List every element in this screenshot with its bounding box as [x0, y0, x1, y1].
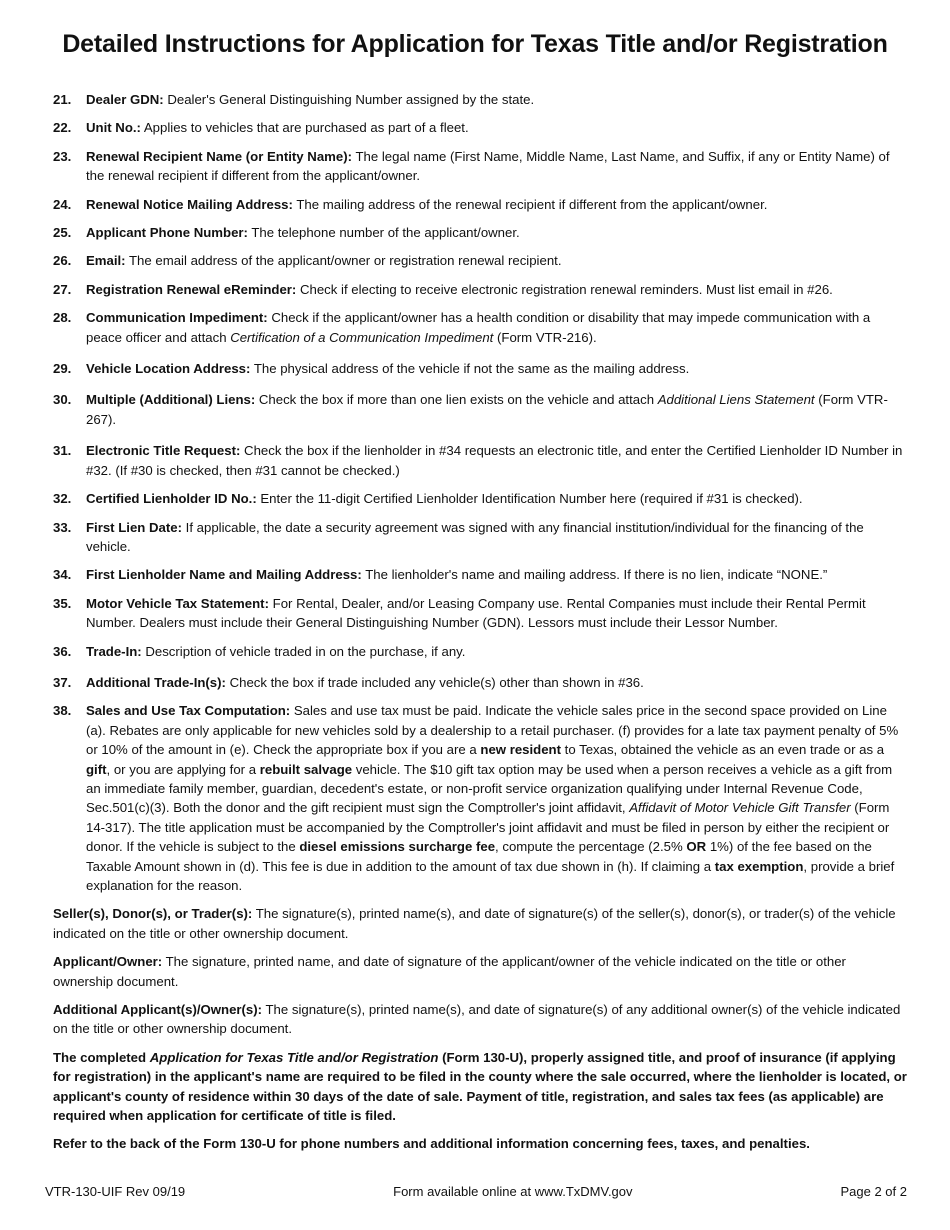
text-segment: Sales and use tax must be paid. Indicate the vehicle sales price in the second space provided on Line (a). Rebates are only applicable for new vehicles sold by a dealership to a retail purchaser. (f) provides for a late tax payment penalty of 5% or 10% of the amount in (e). Check the appropriate box if you are a: [86, 703, 899, 758]
bold-segment: diesel emissions surcharge fee: [299, 839, 496, 855]
closing-paragraph: [53, 1048, 909, 1126]
form-id: VTR-130-UIF Rev 09/19: [45, 1184, 186, 1199]
item-text: [86, 359, 909, 378]
item-text: [86, 594, 909, 633]
item-description: Check the box if the lienholder in #34 requests an electronic title, and enter the Certified Lienholder ID Number in #32. (If #30 is checked, then #31 cannot be checked.): [86, 443, 903, 478]
item-text: [86, 251, 909, 270]
item-term: Unit No.:: [86, 120, 141, 136]
paragraph-term: Seller(s), Donor(s), or Trader(s):: [53, 906, 253, 922]
item-term: Trade-In:: [86, 643, 142, 659]
item-description-end: (Form VTR-267).: [86, 392, 888, 427]
item-text: [86, 489, 909, 508]
bold-segment: gift: [86, 761, 107, 777]
list-item: [53, 390, 909, 429]
item-number: 29.: [53, 361, 72, 377]
item-term: Email:: [86, 253, 126, 269]
bold-segment: OR: [686, 839, 707, 855]
form-title-italic: Additional Liens Statement: [657, 392, 815, 408]
item-text: [86, 280, 909, 299]
item-text: [86, 441, 909, 480]
item-description: The email address of the applicant/owner or registration renewal recipient.: [125, 253, 562, 269]
form-title-italic: Affidavit of Motor Vehicle Gift Transfer: [629, 800, 851, 816]
item-term: Electronic Title Request:: [86, 443, 241, 459]
item-description: Check if electing to receive electronic registration renewal reminders. Must list email in #26.: [296, 281, 833, 297]
list-item: [53, 90, 909, 109]
text-segment: 1%) of the fee based on the Taxable Amount shown in (d). This fee is due in addition to the amount of tax due shown in (h). If claiming a: [86, 839, 872, 874]
item-number: 27.: [53, 281, 72, 297]
item-text: [86, 518, 909, 557]
list-item: [53, 594, 909, 633]
item-number: 35.: [53, 595, 72, 611]
signature-seller-paragraph: [53, 904, 909, 943]
item-number: 33.: [53, 519, 72, 535]
item-description: Applies to vehicles that are purchased as part of a fleet.: [140, 120, 469, 136]
text-segment: vehicle. The $10 gift tax option may be used when a person receives a vehicle as a gift from an immediate family member, guardian, decedent's estate, or non-profit service organization qualifying under Internal Revenue Code, Sec.501(c)(3). Both the donor and the gift recipient must sign the Comptroller's joint affidavit,: [86, 761, 893, 816]
item-number: 34.: [53, 567, 72, 583]
item-description: Check if the applicant/owner has a health condition or disability that may impede communication with a peace officer and attach: [86, 310, 871, 345]
item-term: Applicant Phone Number:: [86, 225, 248, 241]
text-segment: (Form 14-317). The title application must be accompanied by the Comptroller's joint affidavit and must be filed in person by either the recipient or donor. If the vehicle is subject to the: [86, 800, 890, 855]
list-item: [53, 308, 909, 347]
paragraph-term: Additional Applicant(s)/Owner(s):: [53, 1002, 263, 1018]
item-number: 23.: [53, 148, 72, 164]
item-description: Check the box if more than one lien exists on the vehicle and attach: [255, 392, 658, 408]
item-text: [86, 195, 909, 214]
item-description: Description of vehicle traded in on the purchase, if any.: [141, 643, 466, 659]
page-footer: [45, 1184, 907, 1199]
signature-additional-paragraph: [53, 1000, 909, 1039]
page-number: Page 2 of 2: [840, 1184, 907, 1199]
item-number: 26.: [53, 253, 72, 269]
text-segment: , provide a brief explanation for the reason.: [86, 858, 895, 893]
item-text: [86, 118, 909, 137]
item-description: If applicable, the date a security agreement was signed with any financial institution/individual for the financing of the vehicle.: [86, 519, 864, 554]
list-item-38: [53, 701, 909, 895]
text-segment: , or you are applying for a: [106, 761, 260, 777]
item-term: Renewal Recipient Name (or Entity Name):: [86, 148, 353, 164]
text-segment: The completed: [53, 1049, 150, 1065]
item-term: Vehicle Location Address:: [86, 361, 251, 377]
item-number: 31.: [53, 443, 72, 459]
list-item: [53, 489, 909, 508]
paragraph-text: The signature(s), printed name(s), and date of signature(s) of the seller(s), donor(s), or trader(s) of the vehicle indicated on the title or other ownership document.: [53, 906, 896, 941]
list-item: [53, 642, 909, 661]
list-item: [53, 251, 909, 270]
item-number: 32.: [53, 491, 72, 507]
item-term: Motor Vehicle Tax Statement:: [86, 595, 269, 611]
item-text: [86, 673, 909, 692]
bold-segment: rebuilt salvage: [259, 761, 353, 777]
list-item: [53, 147, 909, 186]
item-term: Multiple (Additional) Liens:: [86, 392, 256, 408]
item-number: 21.: [53, 92, 72, 107]
item-text: [86, 308, 909, 347]
item-term: First Lien Date:: [86, 519, 182, 535]
paragraph-text: The signature(s), printed name(s), and date of signature(s) of any additional owner(s) of the vehicle indicated on the title or other ownership document.: [53, 1002, 901, 1037]
form-title-italic: Application for Texas Title and/or Registration: [149, 1049, 439, 1065]
item-number: 37.: [53, 674, 72, 690]
bold-segment: tax exemption: [714, 858, 804, 874]
text-segment: , compute the percentage (2.5%: [495, 839, 687, 855]
item-term: Certified Lienholder ID No.:: [86, 491, 257, 507]
item-term: Communication Impediment:: [86, 310, 268, 326]
list-item: [53, 673, 909, 692]
paragraph-term: Applicant/Owner:: [53, 954, 163, 970]
item-text: [86, 147, 909, 186]
item-text: [86, 223, 909, 242]
list-item: [53, 223, 909, 242]
item-description: The mailing address of the renewal recipient if different from the applicant/owner.: [292, 196, 768, 212]
item-text: [86, 642, 909, 661]
list-item: [53, 195, 909, 214]
instructions-list: [53, 90, 909, 1154]
item-term: Registration Renewal eReminder:: [86, 281, 297, 297]
item-description-end: (Form VTR-216).: [493, 329, 597, 345]
text-segment: (Form 130-U), properly assigned title, and proof of insurance (if applying for registration) in the applicant's name are required to be filed in the county where the sale occurred, where the lienholder is located, or applicant's county of residence within 30 days of the date of sale. Payment of title, registration, and sales tax fees (as applicable) are required when application for certificate of title is filed.: [53, 1049, 907, 1124]
item-description: The legal name (First Name, Middle Name, Last Name, and Suffix, if any or Entity Name) of the renewal recipient if different from the applicant/owner.: [86, 148, 890, 184]
item-description: Check the box if trade included any vehicle(s) other than shown in #36.: [225, 674, 644, 690]
item-term: Sales and Use Tax Computation:: [86, 703, 291, 719]
list-item: [53, 565, 909, 584]
item-term: First Lienholder Name and Mailing Address:: [86, 567, 362, 583]
item-number: 24.: [53, 196, 72, 212]
item-number: 22.: [53, 120, 72, 136]
list-item: [53, 280, 909, 299]
page-title: Detailed Instructions for Application for Texas Title and/or Registration: [62, 30, 888, 58]
bold-segment: new resident: [480, 742, 562, 758]
item-term: Additional Trade-In(s):: [86, 674, 226, 690]
list-item: [53, 118, 909, 137]
online-availability: Form available online at www.TxDMV.gov: [393, 1184, 633, 1199]
item-term: Renewal Notice Mailing Address:: [86, 196, 293, 212]
item-text: [86, 90, 909, 109]
list-item: [53, 441, 909, 480]
list-item: [53, 518, 909, 557]
item-number: 30.: [53, 392, 72, 408]
item-description: For Rental, Dealer, and/or Leasing Company use. Rental Companies must include their Rental Permit Number. Dealers must include their General Distinguishing Number (GDN). Lessors must include their Lessor Number.: [86, 595, 866, 631]
item-description: The telephone number of the applicant/owner.: [247, 225, 520, 241]
list-item: [53, 359, 909, 378]
item-description: Enter the 11-digit Certified Lienholder Identification Number here (required if #31 is checked).: [256, 491, 803, 507]
item-description: The physical address of the vehicle if not the same as the mailing address.: [250, 361, 690, 377]
item-description: Dealer's General Distinguishing Number assigned by the state.: [163, 92, 535, 107]
item-number: 36.: [53, 643, 72, 659]
text-segment: to Texas, obtained the vehicle as an even trade or as a: [561, 742, 885, 758]
item-text: [86, 390, 909, 429]
item-text: [86, 565, 909, 584]
item-number: 28.: [53, 310, 72, 326]
signature-applicant-paragraph: [53, 952, 909, 991]
item-description: The lienholder's name and mailing address. If there is no lien, indicate “NONE.”: [361, 567, 828, 583]
item-text: [86, 701, 909, 895]
item-number: 25.: [53, 225, 72, 241]
form-title-italic: Certification of a Communication Impediment: [230, 329, 494, 345]
item-term: Dealer GDN:: [86, 92, 164, 107]
paragraph-text: The signature, printed name, and date of signature of the applicant/owner of the vehicle indicated on the title or other ownership document.: [53, 954, 846, 989]
refer-paragraph: Refer to the back of the Form 130-U for phone numbers and additional information concerning fees, taxes, and penalties.: [53, 1136, 810, 1152]
item-number: 38.: [53, 703, 72, 719]
